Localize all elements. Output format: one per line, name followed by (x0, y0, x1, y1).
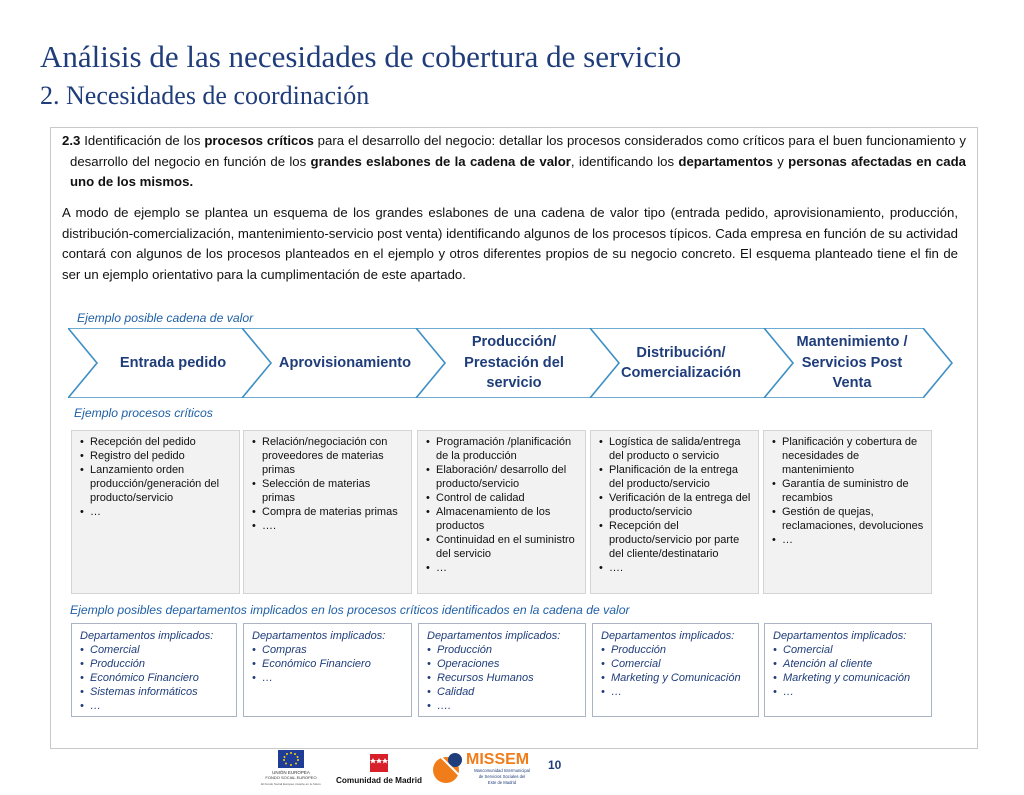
process-box-4 (590, 430, 759, 594)
list-item: • Operaciones (427, 658, 500, 670)
list-item: • Lanzamiento orden producción/generación del producto/servicio (80, 464, 220, 504)
intro-bold-1: procesos críticos (204, 133, 314, 148)
department-box-2 (243, 623, 412, 717)
process-box-2 (243, 430, 412, 594)
comunidad-madrid-logo (330, 748, 430, 790)
department-heading: Departamentos implicados: (80, 630, 214, 642)
list-item: • Compra de materias primas (252, 506, 398, 518)
list-item: • Selección de materias primas (252, 478, 371, 504)
list-item: • Elaboración/ desarrollo del producto/servicio (426, 464, 567, 490)
list-item: • Sistemas informáticos (80, 686, 198, 698)
eu-logo (254, 748, 324, 790)
list-item: • … (252, 672, 273, 684)
list-item: • Continuidad en el suministro del servicio (426, 534, 575, 560)
svg-text:UNIÓN EUROPEA: UNIÓN EUROPEA (272, 770, 310, 775)
list-item: • …. (427, 700, 452, 712)
list-item: • … (426, 562, 447, 574)
department-heading: Departamentos implicados: (427, 630, 561, 642)
list-item: • Producción (601, 644, 667, 656)
svg-text:El Fondo Social Europeo invier: El Fondo Social Europeo invierte en tu futuro (261, 782, 321, 786)
section-number: 2.3 (62, 133, 81, 148)
department-box-3 (418, 623, 586, 717)
list-item: • Atención al cliente (773, 658, 873, 670)
department-heading: Departamentos implicados: (252, 630, 386, 642)
process-box-1 (71, 430, 240, 594)
list-item: • Almacenamiento de los productos (426, 506, 551, 532)
list-item: • Programación /planificación de la producción (426, 436, 572, 462)
svg-text:FONDO SOCIAL EUROPEO: FONDO SOCIAL EUROPEO (265, 775, 317, 780)
intro-text-1: Identificación de los (80, 133, 205, 148)
department-heading: Departamentos implicados: (773, 630, 907, 642)
chain-step-2-label: Aprovisionamiento (278, 354, 412, 371)
list-item: • Control de calidad (426, 492, 525, 504)
missem-logo (432, 748, 544, 790)
list-item: • …. (599, 562, 624, 574)
chain-step-5-label: Mantenimiento / Servicios Post Venta (796, 334, 908, 392)
department-box-4 (592, 623, 759, 717)
list-item: • … (772, 534, 793, 546)
intro-paragraph (62, 131, 966, 193)
list-item: • Económico Financiero (252, 658, 371, 670)
department-box-5 (764, 623, 932, 717)
list-item: • … (773, 686, 794, 698)
list-item: • Planificación de la entrega del producto/servicio (599, 464, 739, 490)
svg-text:Mancomunidad Intermunicipal: Mancomunidad Intermunicipal (474, 768, 530, 773)
intro-text-2: para el desarrollo del negocio: detallar los procesos considerados como críticos para el buen funcionamiento y desarrollo del negocio en función de los (70, 133, 966, 169)
page-title: Análisis de las necesidades de cobertura de servicio (40, 39, 682, 74)
intro-text-4: y (772, 153, 789, 169)
list-item: • Relación/negociación con proveedores de materias primas (252, 436, 388, 476)
list-item: • Garantía de suministro de recambios (772, 478, 909, 504)
svg-text:Comunidad de Madrid: Comunidad de Madrid (336, 776, 422, 785)
page-subtitle: 2. Necesidades de coordinación (40, 81, 370, 110)
list-item: • Logística de salida/entrega del producto o servicio (599, 436, 741, 462)
list-item: • … (80, 506, 101, 518)
chain-section-label: Ejemplo posible cadena de valor (77, 311, 254, 325)
department-box-1 (71, 623, 237, 717)
list-item: • Marketing y Comunicación (601, 672, 741, 684)
list-item: • … (80, 700, 101, 712)
list-item: • Compras (252, 644, 307, 656)
example-paragraph: A modo de ejemplo se plantea un esquema de los grandes eslabones de una cadena de valor tipo (entrada pedido, aprovisionamiento, producción, distribución-comercialización, mantenimiento-servicio post venta) identificando algunos de los procesos típicos. Cada empresa en función de su actividad contará con algunos de los procesos planteados en el ejemplo y otros diferentes propios de su negocio concreto. El esquema planteado tiene el fin de ser un ejemplo orientativo para la cumplimentación de este apartado. (62, 205, 958, 283)
svg-text:MISSEM: MISSEM (466, 751, 530, 768)
intro-bold-2: grandes eslabones de la cadena de valor (310, 153, 571, 169)
list-item: • Económico Financiero (80, 672, 199, 684)
intro-text-3: , identificando los (570, 153, 679, 169)
list-item: • Gestión de quejas, reclamaciones, devoluciones (772, 506, 924, 532)
list-item: • Recursos Humanos (427, 672, 534, 684)
list-item: • Comercial (601, 658, 661, 670)
departments-section-label: Ejemplo posibles departamentos implicados en los procesos críticos identificados en la cadena de valor (70, 603, 630, 617)
list-item: • Calidad (427, 686, 475, 698)
list-item: • …. (252, 520, 277, 532)
page-number: 10 (548, 758, 562, 772)
list-item: • Recepción del producto/servicio por parte del cliente/destinatario (599, 520, 740, 560)
list-item: • … (601, 686, 622, 698)
list-item: • Registro del pedido (80, 450, 185, 462)
list-item: • Comercial (773, 644, 833, 656)
process-box-3 (417, 430, 586, 594)
processes-section-label: Ejemplo procesos críticos (74, 406, 213, 420)
chain-step-3-label: Producción/ Prestación del servicio (464, 334, 564, 392)
intro-bold-4: personas afectadas en cada uno de los mismos. (70, 153, 966, 190)
chain-step-1-label: Entrada pedido (119, 354, 227, 371)
list-item: • Verificación de la entrega del producto/servicio (599, 492, 751, 518)
chain-step-4-label: Distribución/ Comercialización (620, 344, 742, 381)
list-item: • Producción (80, 658, 146, 670)
list-item: • Planificación y cobertura de necesidades de mantenimiento (772, 436, 918, 476)
svg-text:Este de Madrid: Este de Madrid (487, 780, 517, 785)
intro-bold-3: departamentos (678, 153, 773, 169)
list-item: • Comercial (80, 644, 140, 656)
list-item: • Recepción del pedido (80, 436, 196, 448)
list-item: • Producción (427, 644, 493, 656)
list-item: • Marketing y comunicación (773, 672, 911, 684)
department-heading: Departamentos implicados: (601, 630, 735, 642)
svg-text:de Servicios Sociales del: de Servicios Sociales del (478, 774, 526, 779)
process-box-5 (763, 430, 932, 594)
